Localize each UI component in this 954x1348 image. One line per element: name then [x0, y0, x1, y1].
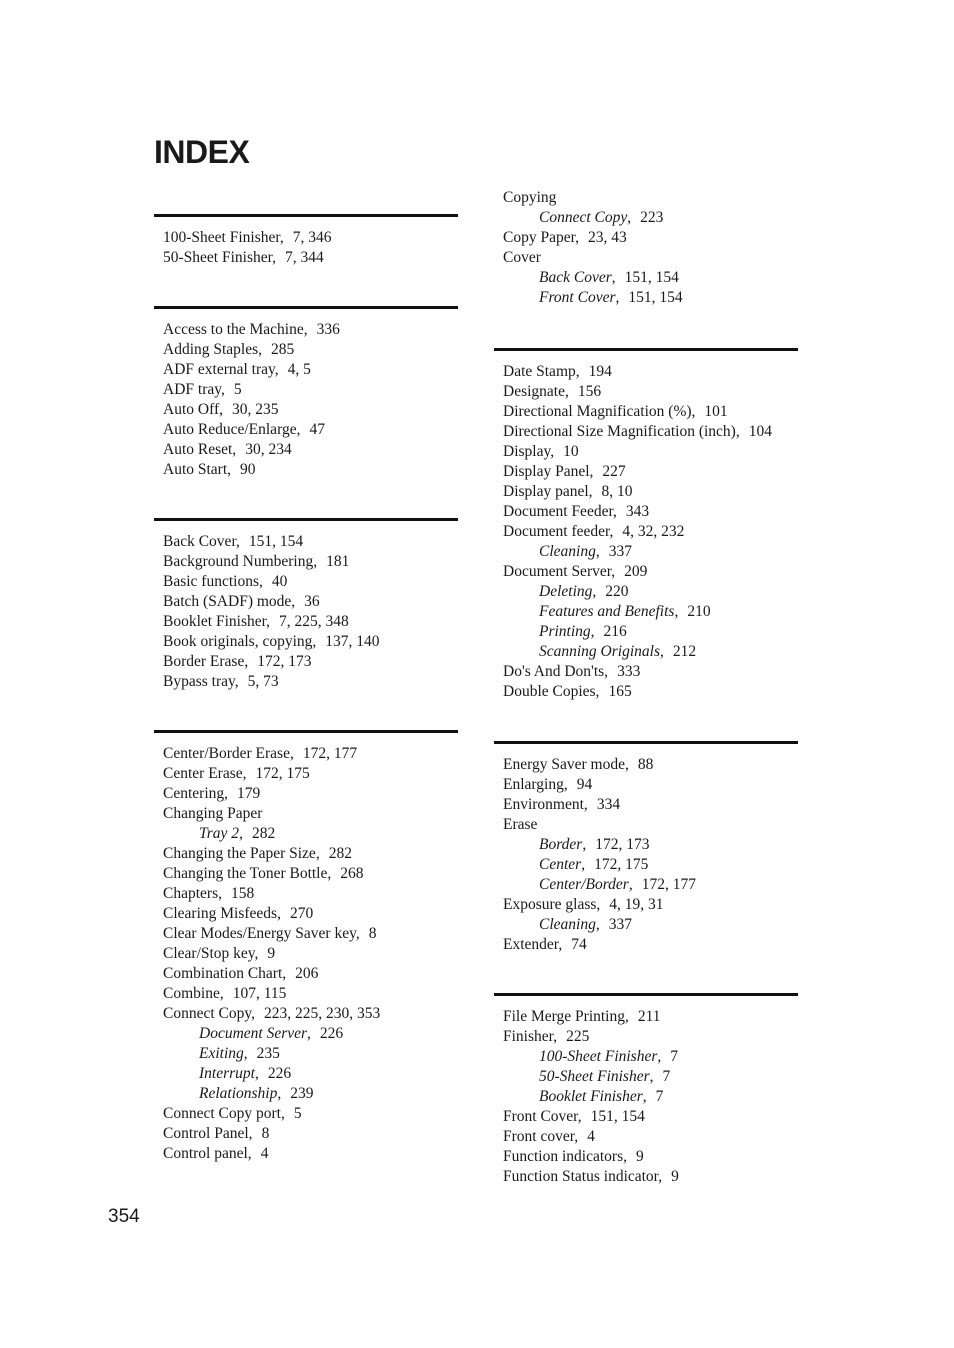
- entry-term: Booklet Finisher: [539, 1088, 643, 1105]
- entry-term: Auto Reduce/Enlarge,: [163, 421, 301, 438]
- entry-separator: ,: [611, 269, 616, 286]
- index-title: INDEX: [154, 134, 250, 170]
- entry-term: Changing the Toner Bottle,: [163, 865, 332, 882]
- entry-term: Function indicators,: [503, 1148, 627, 1165]
- entry-term: Control panel,: [163, 1145, 252, 1162]
- index-entry: [503, 362, 798, 382]
- entry-separator: ,: [595, 543, 600, 560]
- index-subentry: [163, 1024, 458, 1044]
- entry-pages: 227: [602, 463, 626, 480]
- index-entry: [503, 402, 798, 422]
- index-subentry: [503, 642, 798, 662]
- index-entry: [163, 904, 458, 924]
- entry-separator: ,: [239, 825, 243, 842]
- entry-term: Double Copies,: [503, 683, 600, 700]
- entry-pages: 7: [662, 1068, 671, 1085]
- entry-term: Exiting: [199, 1045, 244, 1062]
- entry-term: Adding Staples,: [163, 341, 263, 358]
- entry-term: Center/Border: [539, 876, 629, 893]
- index-subentry: [503, 855, 798, 875]
- entry-pages: 212: [672, 643, 697, 660]
- entry-pages: 5, 73: [247, 673, 279, 690]
- index-section-f: [494, 993, 798, 1187]
- entry-term: Environment,: [503, 796, 588, 813]
- index-subentry: [503, 582, 798, 602]
- entry-term: Features and Benefits: [539, 603, 675, 620]
- entry-separator: ,: [657, 1048, 662, 1065]
- index-entry: [163, 1004, 458, 1024]
- entry-pages: 151, 154: [248, 533, 304, 550]
- entry-pages: 211: [637, 1008, 661, 1025]
- entry-pages: 235: [256, 1045, 280, 1062]
- entry-term: Basic functions,: [163, 573, 263, 590]
- entry-pages: 7, 346: [292, 229, 332, 246]
- entry-pages: 8, 10: [601, 483, 633, 500]
- entry-term: Changing the Paper Size,: [163, 845, 320, 862]
- entry-term: Directional Magnification (%),: [503, 403, 696, 420]
- entry-pages: 88: [637, 756, 654, 773]
- index-entry: [163, 572, 458, 592]
- index-entry: [503, 1147, 798, 1167]
- entry-term: Connect Copy port,: [163, 1105, 285, 1122]
- index-entry: [163, 632, 458, 652]
- entry-pages: 151, 154: [624, 269, 679, 286]
- entry-term: Control Panel,: [163, 1125, 253, 1142]
- entry-term: Do's And Don'ts,: [503, 663, 609, 680]
- entry-pages: 7, 225, 348: [279, 613, 349, 630]
- index-subentry: [503, 1087, 798, 1107]
- section-entries: [163, 744, 458, 1164]
- entry-separator: ,: [649, 1068, 654, 1085]
- entry-term: Center: [539, 856, 582, 873]
- entry-pages: 4, 32, 232: [622, 523, 685, 540]
- entry-term: Interrupt: [199, 1065, 255, 1082]
- index-subentry: [503, 268, 798, 288]
- entry-separator: ,: [627, 209, 632, 226]
- entry-pages: 7, 344: [285, 249, 324, 266]
- entry-pages: 165: [608, 683, 632, 700]
- index-section-b: [154, 518, 458, 692]
- entry-term: Changing Paper: [163, 805, 263, 822]
- entry-pages: 172, 175: [255, 765, 310, 782]
- entry-term: Access to the Machine,: [163, 321, 308, 338]
- entry-term: Copy Paper,: [503, 229, 580, 246]
- entry-term: Erase: [503, 816, 538, 833]
- entry-pages: 94: [576, 776, 593, 793]
- section-entries: [503, 362, 798, 702]
- entry-pages: 333: [617, 663, 641, 680]
- entry-term: Center Erase,: [163, 765, 247, 782]
- entry-pages: 158: [230, 885, 255, 902]
- index-entry: [503, 248, 798, 268]
- entry-term: Extender,: [503, 936, 563, 953]
- index-entry: [163, 984, 458, 1004]
- entry-term: Energy Saver mode,: [503, 756, 629, 773]
- entry-term: Display,: [503, 443, 555, 460]
- entry-pages: 225: [566, 1028, 590, 1045]
- entry-term: Display panel,: [503, 483, 593, 500]
- index-entry: [503, 502, 798, 522]
- index-subentry: [163, 1044, 458, 1064]
- entry-term: Front Cover: [539, 289, 616, 306]
- entry-separator: ,: [592, 583, 597, 600]
- entry-pages: 334: [596, 796, 621, 813]
- index-entry: [503, 1007, 798, 1027]
- entry-pages: 172, 173: [595, 836, 650, 853]
- index-subentry: [163, 1084, 458, 1104]
- entry-pages: 10: [563, 443, 579, 460]
- entry-pages: 209: [624, 563, 648, 580]
- entry-term: Directional Size Magnification (inch),: [503, 423, 740, 440]
- entry-term: Date Stamp,: [503, 363, 580, 380]
- entry-term: Finisher,: [503, 1028, 558, 1045]
- index-subentry: [503, 602, 798, 622]
- entry-pages: 226: [319, 1025, 344, 1042]
- index-subentry: [503, 622, 798, 642]
- entry-pages: 151, 154: [590, 1108, 645, 1125]
- entry-term: ADF external tray,: [163, 361, 279, 378]
- entry-pages: 4, 5: [287, 361, 311, 378]
- entry-term: 100-Sheet Finisher,: [163, 229, 284, 246]
- entry-pages: 8: [368, 925, 377, 942]
- entry-term: Document Server: [199, 1025, 308, 1042]
- entry-pages: 282: [251, 825, 276, 842]
- entry-separator: ,: [674, 603, 679, 620]
- index-entry: [163, 1124, 458, 1144]
- entry-pages: 194: [588, 363, 612, 380]
- entry-pages: 337: [608, 543, 632, 560]
- index-entry: [503, 382, 798, 402]
- entry-term: Front cover,: [503, 1128, 579, 1145]
- entry-term: Centering,: [163, 785, 228, 802]
- index-entry: [163, 400, 458, 420]
- index-subentry: [503, 1067, 798, 1087]
- index-entry: [163, 884, 458, 904]
- entry-pages: 4: [587, 1128, 595, 1145]
- entry-term: Document Feeder,: [503, 503, 617, 520]
- entry-pages: 5: [233, 381, 242, 398]
- entry-term: Batch (SADF) mode,: [163, 593, 296, 610]
- index-section-digits: [154, 214, 458, 268]
- entry-pages: 206: [295, 965, 319, 982]
- entry-pages: 223, 225, 230, 353: [264, 1005, 381, 1022]
- section-rule: [494, 348, 798, 351]
- entry-term: Cleaning: [539, 916, 596, 933]
- entry-term: Clear/Stop key,: [163, 945, 259, 962]
- index-entry: [503, 1167, 798, 1187]
- section-rule: [154, 214, 458, 217]
- entry-term: 50-Sheet Finisher: [539, 1068, 650, 1085]
- index-section-d: [494, 348, 798, 702]
- entry-pages: 179: [237, 785, 261, 802]
- entry-term: Document feeder,: [503, 523, 614, 540]
- entry-term: Exposure glass,: [503, 896, 601, 913]
- index-subentry: [503, 915, 798, 935]
- index-entry: [163, 672, 458, 692]
- entry-term: Printing: [539, 623, 591, 640]
- entry-term: Cover: [503, 249, 541, 266]
- index-subentry: [503, 542, 798, 562]
- entry-pages: 156: [577, 383, 602, 400]
- entry-term: Border: [539, 836, 583, 853]
- entry-pages: 172, 177: [641, 876, 696, 893]
- index-entry: [163, 460, 458, 480]
- entry-pages: 268: [340, 865, 364, 882]
- entry-pages: 181: [326, 553, 350, 570]
- index-entry: [503, 228, 798, 248]
- entry-pages: 107, 115: [232, 985, 287, 1002]
- index-entry: [163, 652, 458, 672]
- entry-term: 50-Sheet Finisher,: [163, 249, 277, 266]
- entry-term: Deleting: [539, 583, 593, 600]
- entry-term: Connect Copy: [539, 209, 628, 226]
- index-entry: [163, 964, 458, 984]
- entry-pages: 226: [267, 1065, 292, 1082]
- entry-separator: ,: [254, 1065, 259, 1082]
- index-subentry: [503, 1047, 798, 1067]
- index-entry: [503, 935, 798, 955]
- entry-term: Copying: [503, 189, 557, 206]
- entry-pages: 9: [636, 1148, 644, 1165]
- entry-pages: 9: [267, 945, 276, 962]
- entry-term: Booklet Finisher,: [163, 613, 271, 630]
- index-entry: [503, 755, 798, 775]
- entry-separator: ,: [660, 643, 664, 660]
- entry-term: Enlarging,: [503, 776, 568, 793]
- entry-term: Center/Border Erase,: [163, 745, 294, 762]
- entry-pages: 23, 43: [588, 229, 627, 246]
- section-entries: [503, 188, 798, 308]
- entry-term: Document Server,: [503, 563, 616, 580]
- entry-pages: 30, 235: [232, 401, 279, 418]
- entry-pages: 40: [271, 573, 288, 590]
- index-entry: [163, 924, 458, 944]
- section-rule: [154, 518, 458, 521]
- index-entry: [503, 482, 798, 502]
- entry-term: Bypass tray,: [163, 673, 239, 690]
- entry-term: Relationship: [199, 1085, 278, 1102]
- entry-term: ADF tray,: [163, 381, 225, 398]
- index-entry: [503, 462, 798, 482]
- entry-term: Tray 2: [199, 825, 240, 842]
- entry-pages: 336: [316, 321, 340, 338]
- entry-term: Combine,: [163, 985, 224, 1002]
- entry-term: Chapters,: [163, 885, 222, 902]
- entry-separator: ,: [642, 1088, 647, 1105]
- index-entry: [163, 744, 458, 764]
- entry-term: Designate,: [503, 383, 569, 400]
- index-section-e: [494, 741, 798, 955]
- entry-term: Clear Modes/Energy Saver key,: [163, 925, 360, 942]
- entry-pages: 47: [309, 421, 325, 438]
- entry-pages: 172, 173: [257, 653, 312, 670]
- entry-pages: 216: [603, 623, 627, 640]
- page-number: 354: [108, 1206, 140, 1227]
- section-entries: [503, 1007, 798, 1187]
- index-entry: [503, 795, 798, 815]
- index-entry: [163, 248, 458, 268]
- index-entry: [503, 662, 798, 682]
- index-entry: [503, 815, 798, 835]
- index-entry: [163, 440, 458, 460]
- entry-term: Auto Reset,: [163, 441, 237, 458]
- entry-pages: 151, 154: [628, 289, 683, 306]
- index-entry: [163, 592, 458, 612]
- section-rule: [154, 306, 458, 309]
- entry-term: Auto Start,: [163, 461, 232, 478]
- index-entry: [163, 420, 458, 440]
- index-entry: [163, 612, 458, 632]
- entry-term: Auto Off,: [163, 401, 223, 418]
- entry-term: Back Cover: [539, 269, 612, 286]
- index-entry: [163, 844, 458, 864]
- entry-term: File Merge Printing,: [503, 1008, 629, 1025]
- index-entry: [163, 340, 458, 360]
- entry-pages: 172, 177: [302, 745, 358, 762]
- section-entries: [163, 532, 458, 692]
- entry-pages: 223: [640, 209, 664, 226]
- entry-separator: ,: [590, 623, 595, 640]
- section-rule: [494, 993, 798, 996]
- index-entry: [503, 775, 798, 795]
- entry-pages: 239: [290, 1085, 314, 1102]
- index-entry: [503, 1127, 798, 1147]
- entry-pages: 172, 175: [594, 856, 649, 873]
- entry-pages: 9: [671, 1168, 679, 1185]
- section-entries: [163, 320, 458, 480]
- index-entry: [503, 895, 798, 915]
- entry-pages: 7: [655, 1088, 664, 1105]
- entry-separator: ,: [243, 1045, 248, 1062]
- entry-term: 100-Sheet Finisher: [539, 1048, 658, 1065]
- entry-term: Function Status indicator,: [503, 1168, 663, 1185]
- entry-term: Connect Copy,: [163, 1005, 255, 1022]
- entry-pages: 8: [261, 1125, 270, 1142]
- index-entry: [503, 1107, 798, 1127]
- entry-pages: 285: [271, 341, 295, 358]
- entry-pages: 220: [605, 583, 629, 600]
- index-subentry: [503, 288, 798, 308]
- index-subentry: [163, 824, 458, 844]
- entry-pages: 137, 140: [325, 633, 380, 650]
- entry-pages: 104: [748, 423, 772, 440]
- index-entry: [503, 522, 798, 542]
- index-entry: [163, 784, 458, 804]
- index-entry: [163, 764, 458, 784]
- index-section-c-continued: [494, 188, 798, 308]
- entry-pages: 270: [289, 905, 314, 922]
- entry-separator: ,: [277, 1085, 282, 1102]
- entry-term: Front Cover,: [503, 1108, 582, 1125]
- entry-pages: 282: [328, 845, 352, 862]
- entry-pages: 36: [304, 593, 320, 610]
- index-subentry: [503, 835, 798, 855]
- index-entry: [163, 320, 458, 340]
- index-entry: [163, 1144, 458, 1164]
- entry-term: Combination Chart,: [163, 965, 287, 982]
- index-entry: [163, 944, 458, 964]
- entry-term: Border Erase,: [163, 653, 249, 670]
- index-entry: [503, 442, 798, 462]
- entry-pages: 4: [260, 1145, 269, 1162]
- entry-term: Scanning Originals: [539, 643, 660, 660]
- entry-separator: ,: [582, 836, 587, 853]
- index-subentry: [503, 875, 798, 895]
- index-entry: [163, 532, 458, 552]
- section-entries: [163, 228, 458, 268]
- index-section-c: [154, 730, 458, 1164]
- entry-separator: ,: [581, 856, 586, 873]
- entry-pages: 5: [293, 1105, 302, 1122]
- entry-term: Cleaning: [539, 543, 596, 560]
- index-entry: [163, 360, 458, 380]
- entry-pages: 101: [704, 403, 728, 420]
- entry-term: Clearing Misfeeds,: [163, 905, 281, 922]
- index-subentry: [163, 1064, 458, 1084]
- index-entry: [163, 380, 458, 400]
- entry-pages: 7: [670, 1048, 679, 1065]
- index-entry: [163, 552, 458, 572]
- section-rule: [494, 741, 798, 744]
- entry-pages: 210: [687, 603, 711, 620]
- index-entry: [163, 864, 458, 884]
- index-entry: [503, 188, 798, 208]
- entry-separator: ,: [307, 1025, 311, 1042]
- entry-pages: 30, 234: [245, 441, 292, 458]
- index-entry: [503, 1027, 798, 1047]
- index-subentry: [503, 208, 798, 228]
- entry-term: Display Panel,: [503, 463, 594, 480]
- index-entry: [163, 228, 458, 248]
- entry-term: Book originals, copying,: [163, 633, 317, 650]
- index-entry: [503, 562, 798, 582]
- index-entry: [163, 804, 458, 824]
- entry-separator: ,: [615, 289, 620, 306]
- section-rule: [154, 730, 458, 733]
- entry-separator: ,: [595, 916, 600, 933]
- index-entry: [503, 682, 798, 702]
- index-section-a: [154, 306, 458, 480]
- entry-separator: ,: [628, 876, 633, 893]
- entry-pages: 337: [608, 916, 632, 933]
- entry-term: Back Cover,: [163, 533, 240, 550]
- entry-pages: 343: [625, 503, 650, 520]
- index-entry: [503, 422, 798, 442]
- entry-term: Background Numbering,: [163, 553, 318, 570]
- entry-pages: 4, 19, 31: [609, 896, 664, 913]
- entry-pages: 90: [240, 461, 256, 478]
- index-entry: [163, 1104, 458, 1124]
- entry-pages: 74: [571, 936, 587, 953]
- section-entries: [503, 755, 798, 955]
